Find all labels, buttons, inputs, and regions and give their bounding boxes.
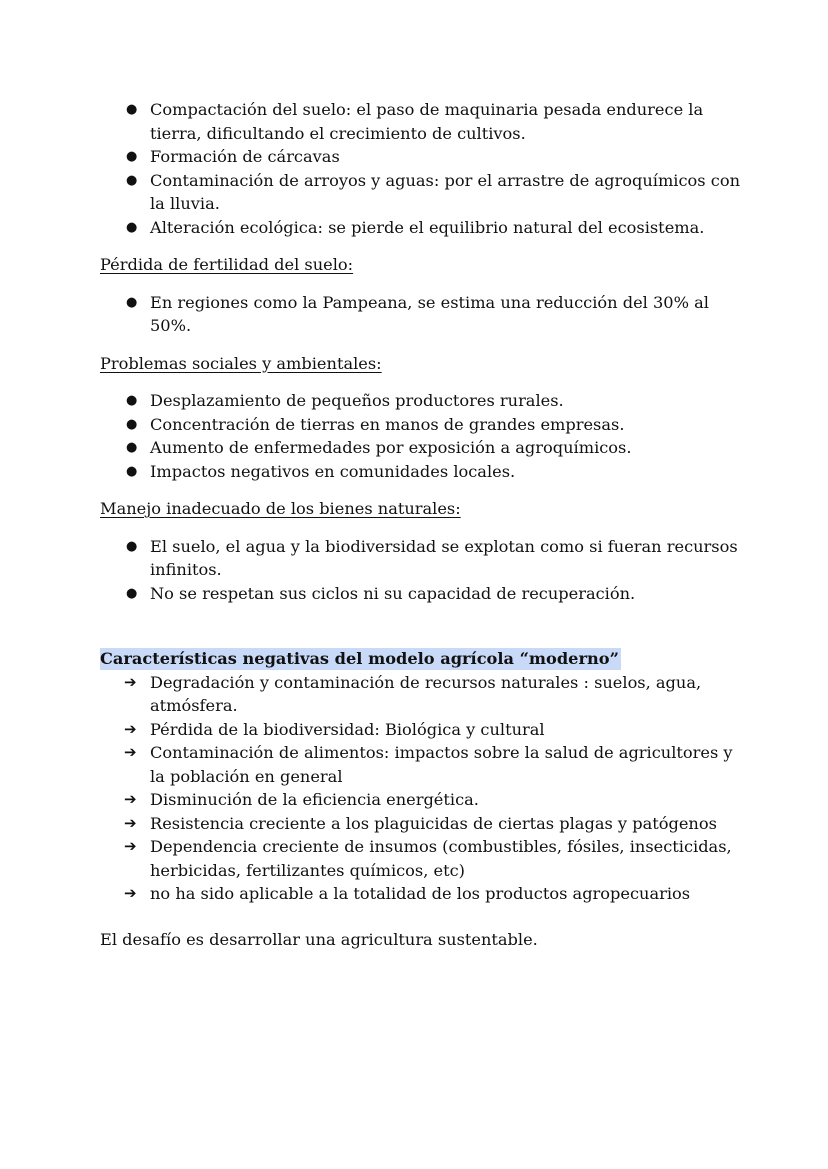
list-item: ● Compactación del suelo: el paso de maquinaria pesada endurece la tierra, dificultando el crecimiento de cultivos. [126, 100, 704, 143]
list-item: ● Desplazamiento de pequeños productores rurales. [100, 389, 740, 413]
arrow-right-icon: ➔ [124, 672, 137, 691]
arrow-right-icon: ➔ [124, 837, 137, 855]
list-item: ● El suelo, el agua y la biodiversidad se explotan como si fueran recursos infinitos. [126, 536, 738, 579]
bullet-icon: ● [126, 294, 138, 310]
highlighted-heading-text: Características negativas del modelo agrícola “moderno” [100, 649, 619, 668]
list-item: ● Contaminación de arroyos y aguas: por el arrastre de agroquímicos con la lluvia. [126, 170, 740, 213]
arrow-right-icon: ➔ [124, 813, 137, 832]
list-item: ➔ no ha sido aplicable a la totalidad de los productos agropecuarios [100, 882, 740, 906]
bullet-icon: ● [126, 219, 138, 235]
list-item: ● No se respetan sus ciclos ni su capacidad de recuperación. [100, 582, 740, 606]
social-section-label: Problemas sociales y ambientales: [100, 353, 382, 373]
bullet-icon: ● [126, 393, 138, 408]
bullet-icon: ● [126, 440, 138, 455]
negatives-arrow-list [100, 671, 740, 906]
management-bullet-list [100, 535, 740, 606]
arrow-right-icon: ➔ [124, 790, 137, 808]
list-item: ➔ Dependencia creciente de insumos (combustibles, fósiles, insecticidas, herbicidas, fertilizantes químicos, etc) [124, 837, 732, 880]
arrow-right-icon: ➔ [124, 884, 137, 902]
bullet-icon: ● [126, 463, 138, 479]
management-section-label: Manejo inadecuado de los bienes naturales: [100, 499, 461, 518]
bullet-icon: ● [126, 585, 138, 601]
arrow-right-icon: ➔ [124, 743, 137, 761]
fertility-bullet-list [100, 291, 740, 338]
list-item: ➔ Degradación y contaminación de recursos naturales : suelos, agua, atmósfera. [124, 672, 702, 715]
bullet-icon: ● [126, 172, 138, 188]
list-item: ● Aumento de enfermedades por exposición a agroquímicos. [100, 436, 740, 460]
fertility-section-label: Pérdida de fertilidad del suelo: [100, 255, 354, 274]
bullet-icon: ● [126, 538, 138, 554]
bullet-icon: ● [126, 149, 138, 164]
list-item: ➔ Resistencia creciente a los plaguicidas de ciertas plagas y patógenos [100, 812, 740, 836]
list-item: ➔ Pérdida de la biodiversidad: Biológica y cultural [100, 718, 740, 742]
arrow-right-icon: ➔ [124, 719, 137, 738]
bullet-icon: ● [126, 416, 138, 432]
list-item: ● Formación de cárcavas [100, 145, 740, 169]
document-page [100, 98, 740, 951]
list-item: ➔ Contaminación de alimentos: impactos sobre la salud de agricultores y la población en general [124, 743, 733, 786]
list-item: ● En regiones como la Pampeana, se estima una reducción del 30% al 50%. [126, 292, 709, 335]
list-item: ➔ Disminución de la eficiencia energética. [100, 788, 740, 812]
list-item: ● Impactos negativos en comunidades locales. [100, 460, 740, 484]
closing-paragraph: El desafío es desarrollar una agricultura sustentable. [100, 929, 538, 949]
bullet-icon: ● [126, 102, 138, 117]
intro-bullet-list [100, 98, 740, 239]
social-bullet-list [100, 389, 740, 483]
list-item: ● Alteración ecológica: se pierde el equilibrio natural del ecosistema. [100, 216, 740, 240]
negatives-heading [100, 647, 740, 671]
list-item: ● Concentración de tierras en manos de grandes empresas. [100, 413, 740, 437]
